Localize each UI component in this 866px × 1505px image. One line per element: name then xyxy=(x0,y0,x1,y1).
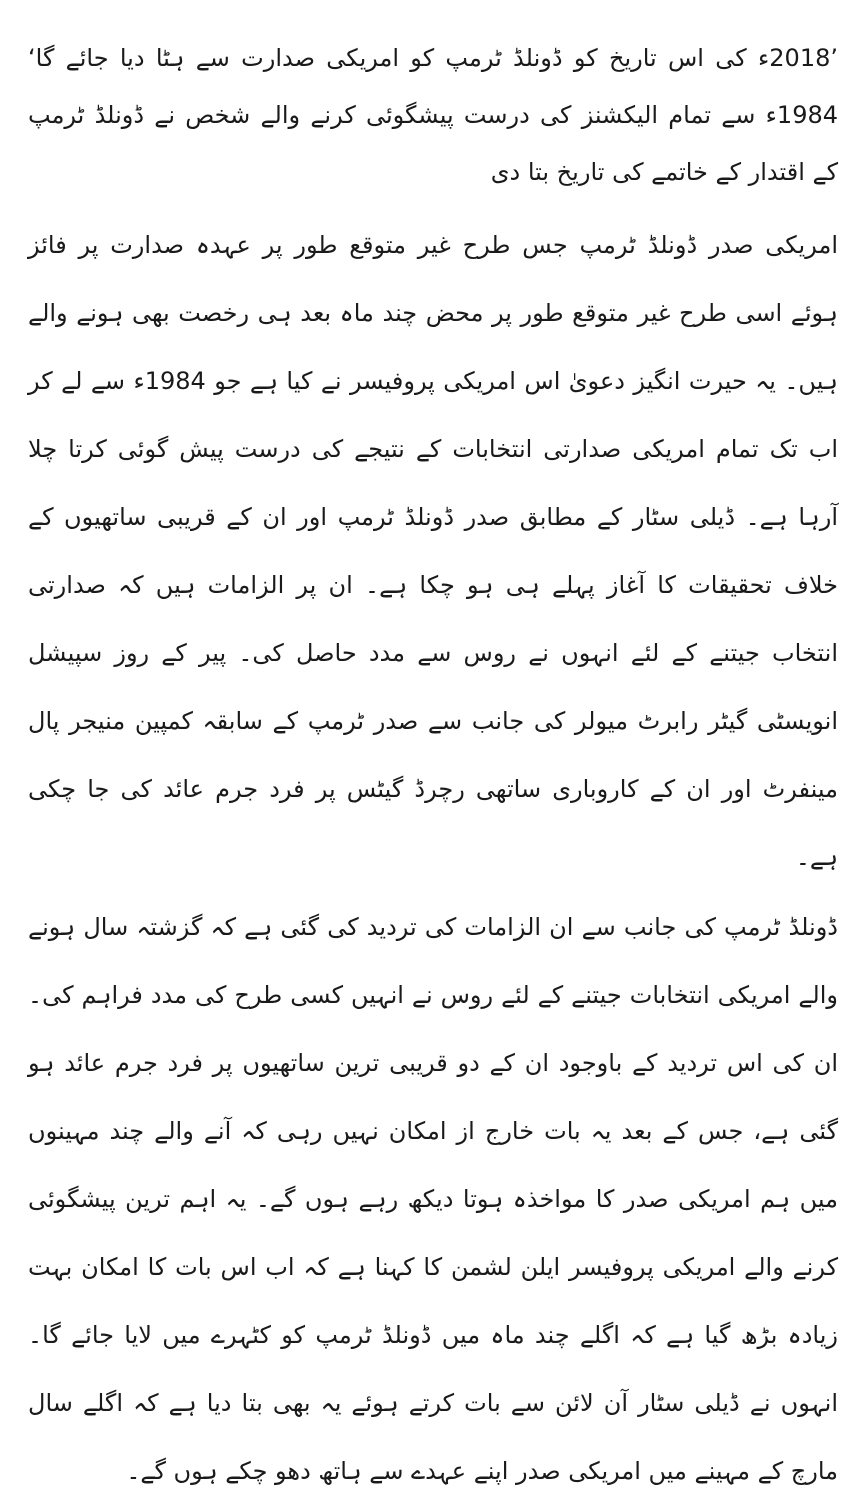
article-paragraph-2: ڈونلڈ ٹرمپ کی جانب سے ان الزامات کی تردید کی گئی ہے کہ گزشتہ سال ہونے والے امریکی انتخابات جیتنے کے لئے روس نے انہیں کسی طرح کی مدد فراہم کی۔ ان کی اس تردید کے باوجود ان کے دو قریبی ترین ساتھیوں پر فرد جرم عائد ہو گئی ہے، جس کے بعد یہ بات خارج از امکان نہیں رہی کہ آنے والے چند مہینوں میں ہم امریکی صدر کا مواخذہ ہوتا دیکھ رہے ہوں گے۔ یہ اہم ترین پیشگوئی کرنے والے امریکی پروفیسر ایلن لشمن کا کہنا ہے کہ اب اس بات کا امکان بہت زیادہ بڑھ گیا ہے کہ اگلے چند ماہ میں ڈونلڈ ٹرمپ کو کٹہرے میں لایا جائے گا۔ انہوں نے ڈیلی سٹار آن لائن سے بات کرتے ہوئے یہ بھی بتا دیا ہے کہ اگلے سال مارچ کے مہینے میں امریکی صدر اپنے عہدے سے ہاتھ دھو چکے ہوں گے۔ xyxy=(28,913,838,1485)
article-paragraph-1: امریکی صدر ڈونلڈ ٹرمپ جس طرح غیر متوقع طور پر عہدہ صدارت پر فائز ہوئے اسی طرح غیر متوقع طور پر محض چند ماہ بعد ہی رخصت بھی ہونے والے ہیں۔ یہ حیرت انگیز دعویٰ اس امریکی پروفیسر نے کیا ہے جو 1984ء سے لے کر اب تک تمام امریکی صدارتی انتخابات کے نتیجے کی درست پیش گوئی کرتا چلا آرہا ہے۔ ڈیلی سٹار کے مطابق صدر ڈونلڈ ٹرمپ اور ان کے قریبی ساتھیوں کے خلاف تحقیقات کا آغاز پہلے ہی ہو چکا ہے۔ ان پر الزامات ہیں کہ صدارتی انتخاب جیتنے کے لئے انہوں نے روس سے مدد حاصل کی۔ پیر کے روز سپیشل انویسٹی گیٹر رابرٹ میولر کی جانب سے صدر ٹرمپ کے سابقہ کمپین منیجر پال مینفرٹ اور ان کے کاروباری ساتھی رچرڈ گیٹس پر فرد جرم عائد کی جا چکی ہے۔ xyxy=(28,231,838,871)
article xyxy=(28,30,838,1505)
article-headline: ’2018ء کی اس تاریخ کو ڈونلڈ ٹرمپ کو امریکی صدارت سے ہٹا دیا جائے گا‘ 1984ء سے تمام الیکشنز کی درست پیشگوئی کرنے والے شخص نے ڈونلڈ ٹرمپ کے اقتدار کے خاتمے کی تاریخ بتا دی xyxy=(28,44,838,186)
